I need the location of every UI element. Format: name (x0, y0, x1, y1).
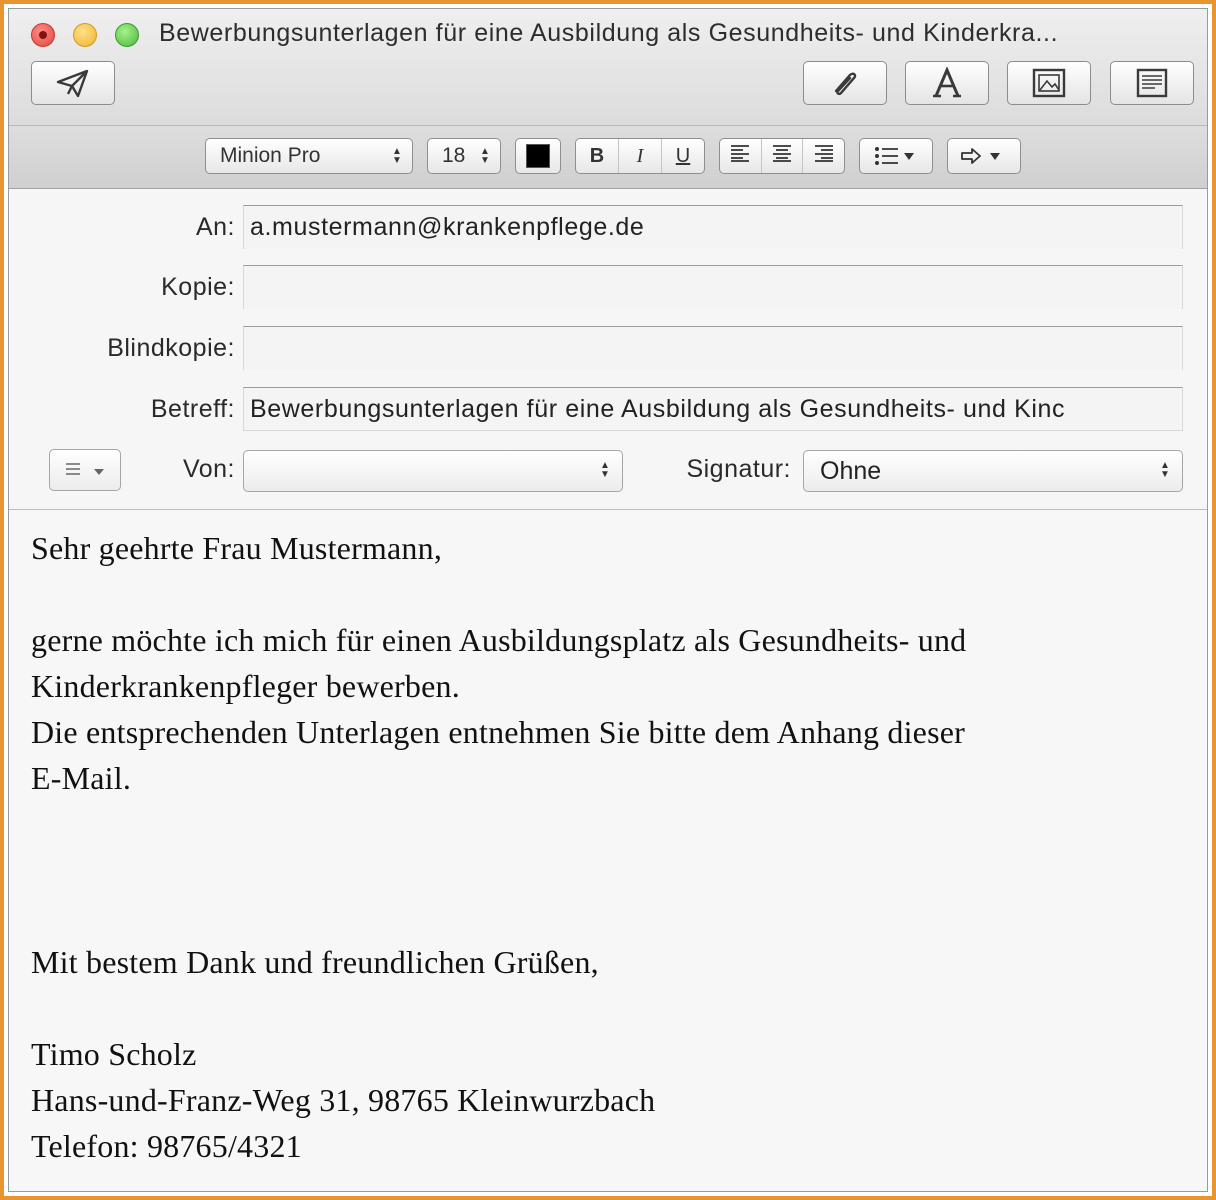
stepper-arrows-icon: ▲ ▼ (392, 146, 402, 166)
alignment-segment (719, 138, 845, 174)
mail-header-fields (9, 189, 1207, 510)
cc-field[interactable] (243, 265, 1183, 309)
indent-button[interactable] (947, 138, 1021, 174)
header-options-button[interactable] (49, 449, 121, 491)
list-style-button[interactable] (859, 138, 933, 174)
font-size-select[interactable] (427, 138, 501, 174)
attach-button[interactable] (803, 61, 887, 105)
body-line-4: E-Mail. (31, 760, 132, 796)
message-body[interactable] (9, 510, 1207, 1191)
underline-button[interactable]: U (661, 139, 704, 173)
stepper-arrows-icon: ▲ ▼ (1160, 460, 1170, 480)
indent-arrow-icon (948, 139, 1020, 173)
paper-plane-icon (56, 68, 90, 98)
zoom-window-button[interactable] (115, 23, 139, 47)
letter-a-icon (932, 67, 962, 99)
italic-button[interactable]: I (618, 139, 661, 173)
subject-field[interactable]: Bewerbungsunterlagen für eine Ausbildung als Gesundheits- und Kinc (243, 387, 1183, 431)
format-bar (9, 126, 1207, 189)
stepper-arrows-icon: ▲ ▼ (480, 146, 490, 166)
close-window-button[interactable] (31, 23, 55, 47)
subject-label: Betreff: (150, 395, 235, 423)
body-line-2: Kinderkrankenpfleger bewerben. (31, 668, 460, 704)
list-icon (860, 139, 932, 173)
to-label: An: (195, 213, 235, 241)
align-center-icon (772, 144, 792, 168)
template-icon (1135, 68, 1169, 98)
body-line-1: gerne möchte ich mich für einen Ausbildungsplatz als Gesundheits- und (31, 622, 967, 658)
text-style-segment (575, 138, 705, 174)
mail-compose-window (8, 8, 1208, 1192)
bold-button[interactable]: B (589, 144, 605, 167)
color-swatch-icon (526, 144, 550, 168)
send-button[interactable] (31, 61, 115, 105)
body-signature-name: Timo Scholz (31, 1036, 197, 1072)
cc-label: Kopie: (161, 273, 235, 301)
bcc-field[interactable] (243, 326, 1183, 370)
fonts-button[interactable] (905, 61, 989, 105)
paperclip-icon (828, 67, 862, 99)
minimize-window-button[interactable] (73, 23, 97, 47)
align-left-icon (730, 144, 750, 168)
signature-label: Signatur: (686, 455, 791, 483)
window-title: Bewerbungsunterlagen für eine Ausbildung als Gesundheits- und Kinderkra... (159, 19, 1059, 47)
body-greeting: Sehr geehrte Frau Mustermann, (31, 530, 443, 566)
photo-browser-button[interactable] (1007, 61, 1091, 105)
stationery-button[interactable] (1110, 61, 1194, 105)
list-lines-icon (65, 460, 81, 481)
title-bar (9, 9, 1207, 126)
chevron-down-icon (93, 460, 105, 481)
text-color-button[interactable] (515, 138, 561, 174)
body-signature-phone: Telefon: 98765/4321 (31, 1128, 302, 1164)
align-center-button[interactable] (761, 139, 803, 173)
font-family-select[interactable] (205, 138, 413, 174)
photo-browser-icon (1032, 68, 1066, 98)
font-size-value: 18 (442, 144, 466, 167)
signature-select[interactable] (803, 450, 1183, 492)
align-right-button[interactable] (802, 139, 844, 173)
body-signature-address: Hans-und-Franz-Weg 31, 98765 Kleinwurzbach (31, 1082, 656, 1118)
stepper-arrows-icon: ▲ ▼ (600, 460, 610, 480)
body-line-3: Die entsprechenden Unterlagen entnehmen Sie bitte dem Anhang dieser (31, 714, 965, 750)
from-select[interactable] (243, 450, 623, 492)
from-label: Von: (182, 455, 235, 483)
font-family-value: Minion Pro (220, 144, 321, 167)
align-right-icon (814, 144, 834, 168)
align-left-button[interactable] (720, 139, 761, 173)
bcc-label: Blindkopie: (107, 334, 235, 362)
signature-value: Ohne (820, 457, 882, 485)
to-field[interactable]: a.mustermann@krankenpflege.de (243, 205, 1183, 249)
body-closing: Mit bestem Dank und freundlichen Grüßen, (31, 944, 599, 980)
